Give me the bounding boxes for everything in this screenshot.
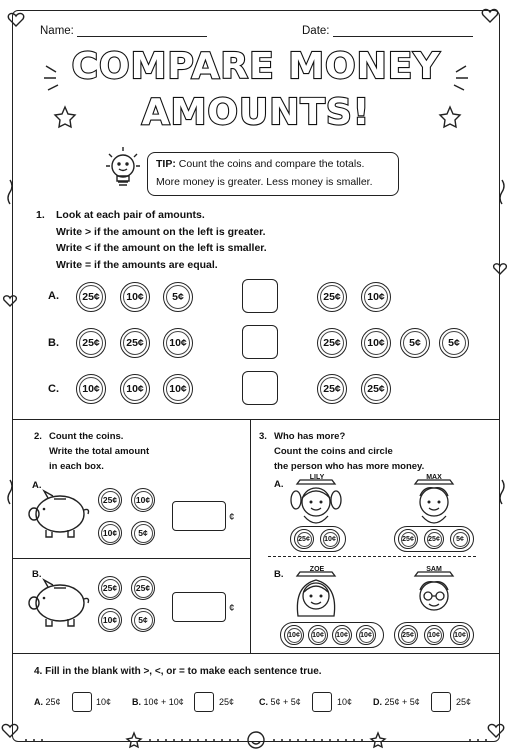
coin: 10¢ — [308, 625, 328, 645]
piggy-bank-icon — [26, 488, 90, 540]
q2-number: 2. — [34, 431, 42, 442]
cent-sign: ¢ — [229, 603, 235, 614]
q4-b-label: B. — [132, 697, 141, 707]
coin: 10¢ — [332, 625, 352, 645]
q4-d-right: 25¢ — [456, 697, 472, 707]
q4-a-blank[interactable] — [72, 692, 92, 712]
coin: 25¢ — [398, 529, 418, 549]
coin: 10¢ — [424, 625, 444, 645]
heart-icon — [2, 724, 17, 737]
q4-a-left: 25¢ — [45, 697, 61, 707]
q3-number: 3. — [259, 431, 267, 442]
q4-item-b — [132, 697, 184, 707]
coin: 10¢ — [98, 521, 122, 545]
name-banner: MAX — [426, 474, 442, 481]
coin: 10¢ — [450, 625, 470, 645]
q1-row-b-answer-box[interactable] — [242, 325, 278, 359]
q1-row-c-label: C. — [48, 383, 59, 395]
page-title-line2: AMOUNTS! — [141, 92, 371, 133]
tip-line2: More money is greater. Less money is smaller. — [156, 176, 373, 188]
q4-c-left: 5¢ + 5¢ — [270, 697, 301, 707]
coin: 10¢ — [131, 488, 155, 512]
q1-row-a-label: A. — [48, 290, 59, 302]
coin: 25¢ — [120, 328, 150, 358]
heart-icon — [494, 264, 507, 274]
tip-line1: Count the coins and compare the totals. — [178, 158, 365, 170]
q1-row-b-label: B. — [48, 337, 59, 349]
q2-line: Count the coins. — [49, 431, 124, 442]
star-icon — [127, 733, 141, 747]
heart-icon — [8, 13, 23, 26]
q1-line: Write < if the amount on the left is smaller. — [56, 242, 267, 254]
tip-box — [147, 152, 399, 196]
q2-b-label: B. — [32, 569, 42, 580]
coin: 10¢ — [356, 625, 376, 645]
coin: 25¢ — [424, 529, 444, 549]
name-banner: SAM — [426, 566, 442, 573]
q1-line: Look at each pair of amounts. — [56, 209, 205, 221]
q4-c-blank[interactable] — [312, 692, 332, 712]
q1-row-c-answer-box[interactable] — [242, 371, 278, 405]
divider — [13, 419, 499, 420]
piggy-bank-icon — [26, 577, 90, 629]
q4-d-label: D. — [373, 697, 382, 707]
coin: 10¢ — [163, 328, 193, 358]
coin: 5¢ — [131, 608, 155, 632]
q3-b-label: B. — [274, 569, 284, 580]
q4-item-d — [373, 697, 420, 707]
q1-row-a-answer-box[interactable] — [242, 279, 278, 313]
coin: 5¢ — [400, 328, 430, 358]
page-title-line1: COMPARE MONEY — [71, 46, 441, 87]
name-banner: ZOE — [309, 566, 325, 573]
q2-line: Write the total amount — [49, 446, 150, 457]
q4-instruction: 4. Fill in the blank with >, <, or = to make each sentence true. — [34, 666, 322, 677]
q3-line: the person who has more money. — [274, 461, 425, 472]
star-icon — [371, 733, 385, 747]
q3-line: Count the coins and circle — [274, 446, 393, 457]
q3-line: Who has more? — [274, 431, 346, 442]
q4-c-label: C. — [259, 697, 268, 707]
q4-d-left: 25¢ + 5¢ — [384, 697, 420, 707]
q4-item-a — [34, 697, 61, 707]
q2-b-total-box[interactable] — [172, 592, 226, 622]
divider — [250, 419, 251, 653]
date-line[interactable] — [333, 24, 473, 37]
coin: 25¢ — [361, 374, 391, 404]
lightbulb-icon — [103, 144, 143, 196]
heart-icon — [482, 9, 497, 22]
q3-a-label: A. — [274, 479, 284, 490]
dashed-divider — [268, 556, 476, 557]
coin: 25¢ — [76, 328, 106, 358]
q4-a-right: 10¢ — [96, 697, 112, 707]
q2-line: in each box. — [49, 461, 104, 472]
coin: 25¢ — [317, 374, 347, 404]
heart-icon — [488, 724, 503, 737]
heart-icon — [4, 296, 17, 306]
coin: 25¢ — [131, 576, 155, 600]
coin: 5¢ — [450, 529, 470, 549]
coin: 5¢ — [439, 328, 469, 358]
name-label: Name: — [40, 25, 74, 37]
q4-item-c — [259, 697, 301, 707]
q1-line: Write > if the amount on the left is greater. — [56, 225, 266, 238]
q4-d-blank[interactable] — [431, 692, 451, 712]
divider — [13, 653, 499, 654]
q4-b-left: 10¢ + 10¢ — [143, 697, 184, 707]
smiley-icon — [248, 732, 264, 748]
q2-a-total-box[interactable] — [172, 501, 226, 531]
coin: 10¢ — [361, 282, 391, 312]
coin: 25¢ — [317, 328, 347, 358]
coin: 10¢ — [320, 529, 340, 549]
q1-number: 1. — [36, 209, 45, 221]
coin: 10¢ — [163, 374, 193, 404]
name-banner: LILY — [309, 474, 325, 481]
coin: 25¢ — [398, 625, 418, 645]
name-field[interactable] — [40, 24, 207, 37]
coin: 25¢ — [76, 282, 106, 312]
coin: 5¢ — [131, 521, 155, 545]
coin: 25¢ — [317, 282, 347, 312]
date-label: Date: — [302, 25, 330, 37]
divider — [13, 558, 250, 559]
coin: 25¢ — [294, 529, 314, 549]
coin: 10¢ — [98, 608, 122, 632]
coin: 10¢ — [120, 282, 150, 312]
tip-label: TIP: — [156, 158, 176, 170]
coin: 25¢ — [98, 576, 122, 600]
coin: 10¢ — [361, 328, 391, 358]
q4-c-right: 10¢ — [337, 697, 353, 707]
q2-a-label: A. — [32, 480, 42, 491]
coin: 10¢ — [284, 625, 304, 645]
coin: 10¢ — [76, 374, 106, 404]
q1-line: Write = if the amounts are equal. — [56, 258, 218, 271]
name-line[interactable] — [77, 24, 207, 37]
q4-a-label: A. — [34, 697, 43, 707]
q4-b-right: 25¢ — [219, 697, 235, 707]
cent-sign: ¢ — [229, 512, 235, 523]
coin: 25¢ — [98, 488, 122, 512]
q4-b-blank[interactable] — [194, 692, 214, 712]
coin: 5¢ — [163, 282, 193, 312]
coin: 10¢ — [120, 374, 150, 404]
date-field[interactable] — [302, 24, 473, 37]
